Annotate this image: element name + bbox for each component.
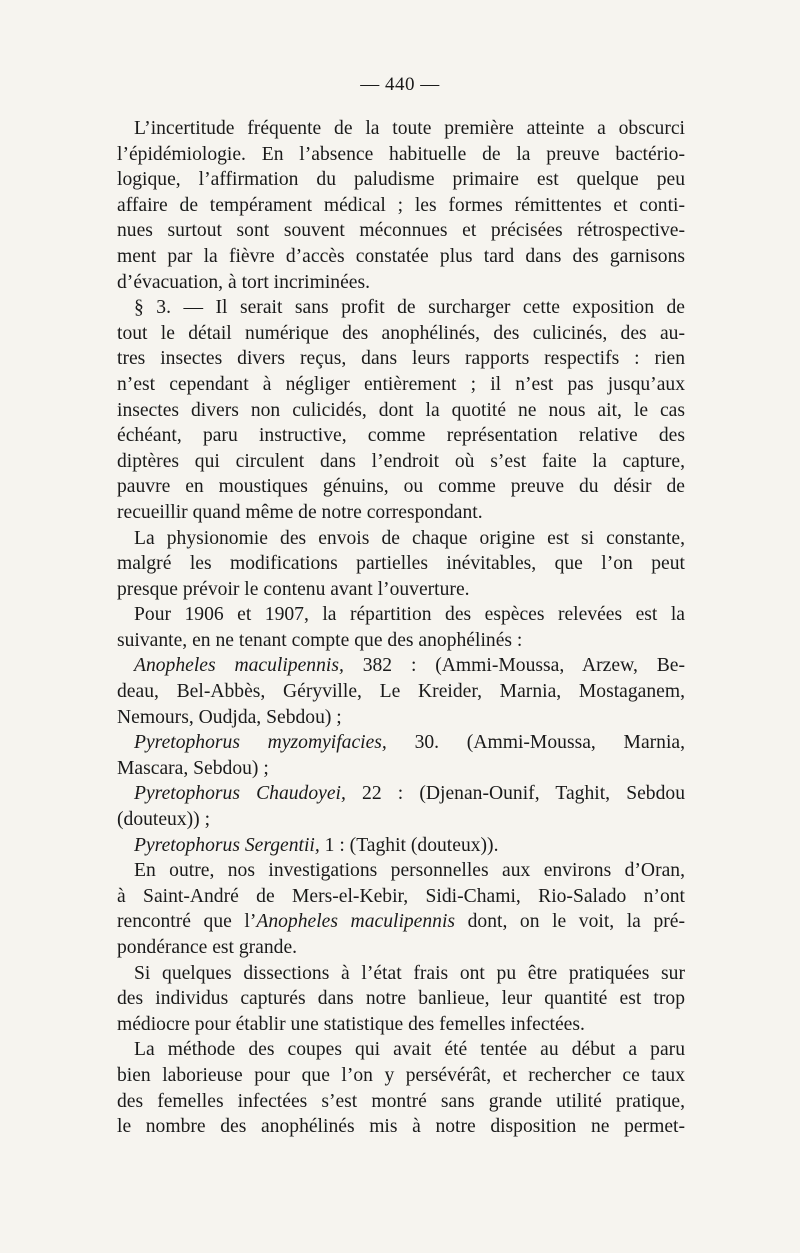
text-line <box>117 756 685 782</box>
text-line <box>117 935 685 961</box>
text-line <box>117 909 685 935</box>
text-segment: l’épidémiologie. En l’absence habituelle de la preuve bactério- <box>117 143 685 165</box>
text-line <box>117 167 685 193</box>
species-name: Pyretophorus Sergentii, <box>134 834 320 856</box>
text-segment: tout le détail numérique des anophélinés, des culicinés, des au- <box>117 322 685 344</box>
text-segment: En outre, nos investigations personnelles aux environs d’Oran, <box>134 860 685 882</box>
text-line <box>117 346 685 372</box>
text-line <box>117 372 685 398</box>
text-line <box>117 730 685 756</box>
text-line <box>117 1012 685 1038</box>
text-line <box>117 1089 685 1115</box>
text-line <box>117 781 685 807</box>
text-segment: n’est cependant à négliger entièrement ; il n’est pas jusqu’aux <box>117 373 685 395</box>
text-line <box>117 321 685 347</box>
text-line <box>117 295 685 321</box>
text-line <box>117 423 685 449</box>
text-line <box>117 833 685 859</box>
text-line <box>117 1063 685 1089</box>
body-text <box>117 116 685 1140</box>
text-segment: L’incertitude fréquente de la toute première atteinte a obscurci <box>134 118 685 139</box>
text-line <box>117 1114 685 1140</box>
text-segment: le nombre des anophélinés mis à notre disposition ne permet- <box>117 1116 685 1138</box>
text-segment: dont, on le voit, la pré- <box>455 911 685 933</box>
text-segment: Pour 1906 et 1907, la répartition des espèces relevées est la <box>134 604 685 626</box>
text-line <box>117 474 685 500</box>
text-line <box>117 628 685 654</box>
text-segment: (douteux)) ; <box>117 809 211 831</box>
text-segment: à Saint-André de Mers-el-Kebir, Sidi-Chami, Rio-Salado n’ont <box>117 885 685 907</box>
text-segment: pauvre en moustiques génuins, ou comme preuve du désir de <box>117 476 685 498</box>
text-segment: 22 : (Djenan-Ounif, Taghit, Sebdou <box>345 783 685 805</box>
text-line <box>117 884 685 910</box>
text-segment: échéant, paru instructive, comme représentation relative des <box>117 425 685 447</box>
text-line <box>117 679 685 705</box>
text-line <box>117 244 685 270</box>
text-segment: recueillir quand même de notre correspondant. <box>117 501 483 523</box>
text-line <box>117 602 685 628</box>
text-segment: deau, Bel-Abbès, Géryville, Le Kreider, Marnia, Mostaganem, <box>117 681 685 703</box>
text-line <box>117 449 685 475</box>
text-segment: affaire de tempérament médical ; les formes rémittentes et conti- <box>117 194 685 216</box>
text-line <box>117 218 685 244</box>
text-segment: pondérance est grande. <box>117 937 298 958</box>
text-segment: § 3. — Il serait sans profit de surcharger cette exposition de <box>134 297 685 319</box>
text-segment: médiocre pour établir une statistique des femelles infectées. <box>117 1013 585 1035</box>
text-segment: presque prévoir le contenu avant l’ouverture. <box>117 578 470 600</box>
text-line <box>117 142 685 168</box>
text-line <box>117 526 685 552</box>
species-name: Pyretophorus Chaudoyei, <box>134 783 346 805</box>
text-segment: La physionomie des envois de chaque origine est si constante, <box>134 527 685 549</box>
text-line <box>117 500 685 526</box>
text-segment: rencontré que l’ <box>117 911 257 933</box>
text-segment: 1 : (Taghit (douteux)). <box>319 834 499 856</box>
text-line <box>117 653 685 679</box>
text-line <box>117 116 685 142</box>
text-line <box>117 270 685 296</box>
text-line <box>117 193 685 219</box>
text-line <box>117 1037 685 1063</box>
text-segment: bien laborieuse pour que l’on y persévérât, et rechercher ce taux <box>117 1064 685 1086</box>
species-name: Anopheles maculipennis, <box>134 655 344 677</box>
text-line <box>117 858 685 884</box>
text-segment: diptères qui circulent dans l’endroit où s’est faite la capture, <box>117 450 685 472</box>
text-segment: insectes divers non culicidés, dont la quotité ne nous ait, le cas <box>117 399 685 421</box>
text-segment: des individus capturés dans notre banlieue, leur quantité est trop <box>117 988 685 1010</box>
text-segment: nues surtout sont souvent méconnues et précisées rétrospective- <box>117 220 685 242</box>
text-line <box>117 986 685 1012</box>
text-segment: Nemours, Oudjda, Sebdou) ; <box>117 706 342 728</box>
text-segment: malgré les modifications partielles inévitables, que l’on peut <box>117 553 685 575</box>
text-line <box>117 705 685 731</box>
text-segment: tres insectes divers reçus, dans leurs rapports respectifs : rien <box>117 348 685 370</box>
text-segment: Si quelques dissections à l’état frais ont pu être pratiquées sur <box>134 962 685 984</box>
text-line <box>117 577 685 603</box>
text-line <box>117 398 685 424</box>
text-segment: 382 : (Ammi-Moussa, Arzew, Be- <box>343 655 685 677</box>
text-segment: 30. (Ammi-Moussa, Marnia, <box>386 732 686 754</box>
text-segment: d’évacuation, à tort incriminées. <box>117 271 370 293</box>
page-number: — 440 — <box>360 74 440 95</box>
text-segment: La méthode des coupes qui avait été tentée au début a paru <box>134 1039 685 1061</box>
text-segment: suivante, en ne tenant compte que des anophélinés : <box>117 629 523 651</box>
text-line <box>117 551 685 577</box>
text-segment: logique, l’affirmation du paludisme primaire est quelque peu <box>117 169 685 191</box>
text-line <box>117 807 685 833</box>
species-name: Anopheles maculipennis <box>256 911 456 933</box>
text-line <box>117 961 685 987</box>
text-segment: Mascara, Sebdou) ; <box>117 757 269 779</box>
text-segment: ment par la fièvre d’accès constatée plus tard dans des garnisons <box>117 245 685 267</box>
species-name: Pyretophorus myzomyifacies, <box>134 732 387 754</box>
text-segment: des femelles infectées s’est montré sans grande utilité pratique, <box>117 1090 685 1112</box>
